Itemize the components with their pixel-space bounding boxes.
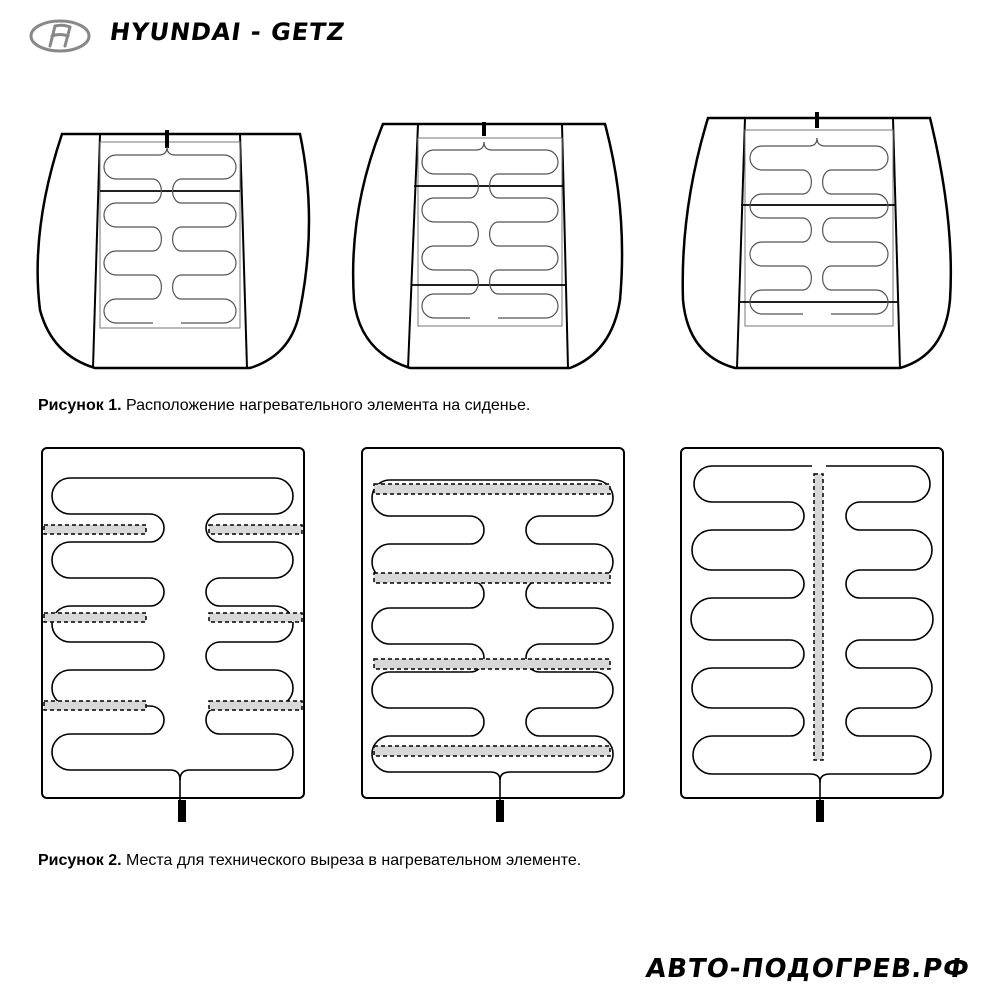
wire-right xyxy=(150,478,293,780)
mat-2-cut-1 xyxy=(374,484,610,494)
mat-1-cut-left-1 xyxy=(44,525,146,534)
heater-wire-right xyxy=(167,147,236,323)
mat-3-wire xyxy=(691,466,933,800)
heater-wire-left xyxy=(750,138,817,314)
seat-seam-left xyxy=(408,124,418,368)
heater-wire-left xyxy=(104,147,167,323)
heater-area xyxy=(745,130,893,326)
figure-2-text: Места для технического выреза в нагревательном элементе. xyxy=(121,852,582,869)
heater-area xyxy=(100,142,240,328)
figure-1-label: Рисунок 1. xyxy=(38,397,122,414)
cut-strip xyxy=(44,525,146,534)
figure-1-text: Расположение нагревательного элемента на сиденье. xyxy=(121,397,531,414)
cut-strip xyxy=(814,474,823,760)
seat-seam-left xyxy=(737,118,745,368)
brand-title: HYUNDAI - GETZ xyxy=(108,18,347,46)
website-footer: АВТО-ПОДОГРЕВ.РФ xyxy=(644,954,973,984)
mat-3-cut-vertical xyxy=(814,474,823,760)
connector-plug xyxy=(178,800,186,822)
mat-2-connector xyxy=(496,800,504,822)
mat-1-cut-right-2 xyxy=(209,613,302,622)
cut-strip xyxy=(209,613,302,622)
wire-left xyxy=(691,466,820,782)
cut-strip xyxy=(374,573,610,583)
connector-plug xyxy=(816,800,824,822)
heater-wire-right xyxy=(817,138,888,314)
wire-right xyxy=(820,466,933,782)
mat-3-connector xyxy=(816,800,824,822)
cut-strip xyxy=(374,484,610,494)
connector-plug xyxy=(815,112,819,128)
mat-1-cut-right-3 xyxy=(209,701,302,710)
mat-1-connector xyxy=(178,800,186,822)
seat-1 xyxy=(38,130,309,368)
cut-strip xyxy=(44,701,146,710)
connector-plug xyxy=(165,130,169,148)
seat-diagrams xyxy=(38,112,951,368)
mat-1-frame xyxy=(42,448,304,798)
mat-2-cut-4 xyxy=(374,746,610,756)
seat-seam-right xyxy=(240,134,247,368)
mat-3-frame xyxy=(681,448,943,798)
heater-mat-diagrams xyxy=(42,448,943,822)
seat-seam-left xyxy=(93,134,100,368)
mat-2-cut-3 xyxy=(374,659,610,669)
connector-plug xyxy=(482,122,486,136)
seat-outline xyxy=(353,124,622,368)
heater-wire-left xyxy=(422,142,484,318)
seat-outline xyxy=(38,134,309,368)
wire-right xyxy=(500,480,613,780)
wire-left xyxy=(372,480,500,780)
figure-2-caption xyxy=(38,852,581,870)
cut-strip xyxy=(44,613,146,622)
cut-strip xyxy=(209,525,302,534)
seat-seam-right xyxy=(893,118,900,368)
heater-wire-right xyxy=(484,142,558,318)
wire-left xyxy=(52,478,180,780)
seat-3 xyxy=(683,112,951,368)
figure-2-label: Рисунок 2. xyxy=(38,852,122,869)
figure-1-caption xyxy=(38,397,530,415)
cut-strip xyxy=(374,746,610,756)
connector-plug xyxy=(496,800,504,822)
cut-strip xyxy=(374,659,610,669)
cut-strip xyxy=(209,701,302,710)
seat-2 xyxy=(353,122,622,368)
seat-outline xyxy=(683,118,951,368)
mat-1-cut-left-2 xyxy=(44,613,146,622)
mat-2-cut-2 xyxy=(374,573,610,583)
mat-1-cut-right-1 xyxy=(209,525,302,534)
seat-seam-right xyxy=(562,124,568,368)
mat-1-cut-left-3 xyxy=(44,701,146,710)
